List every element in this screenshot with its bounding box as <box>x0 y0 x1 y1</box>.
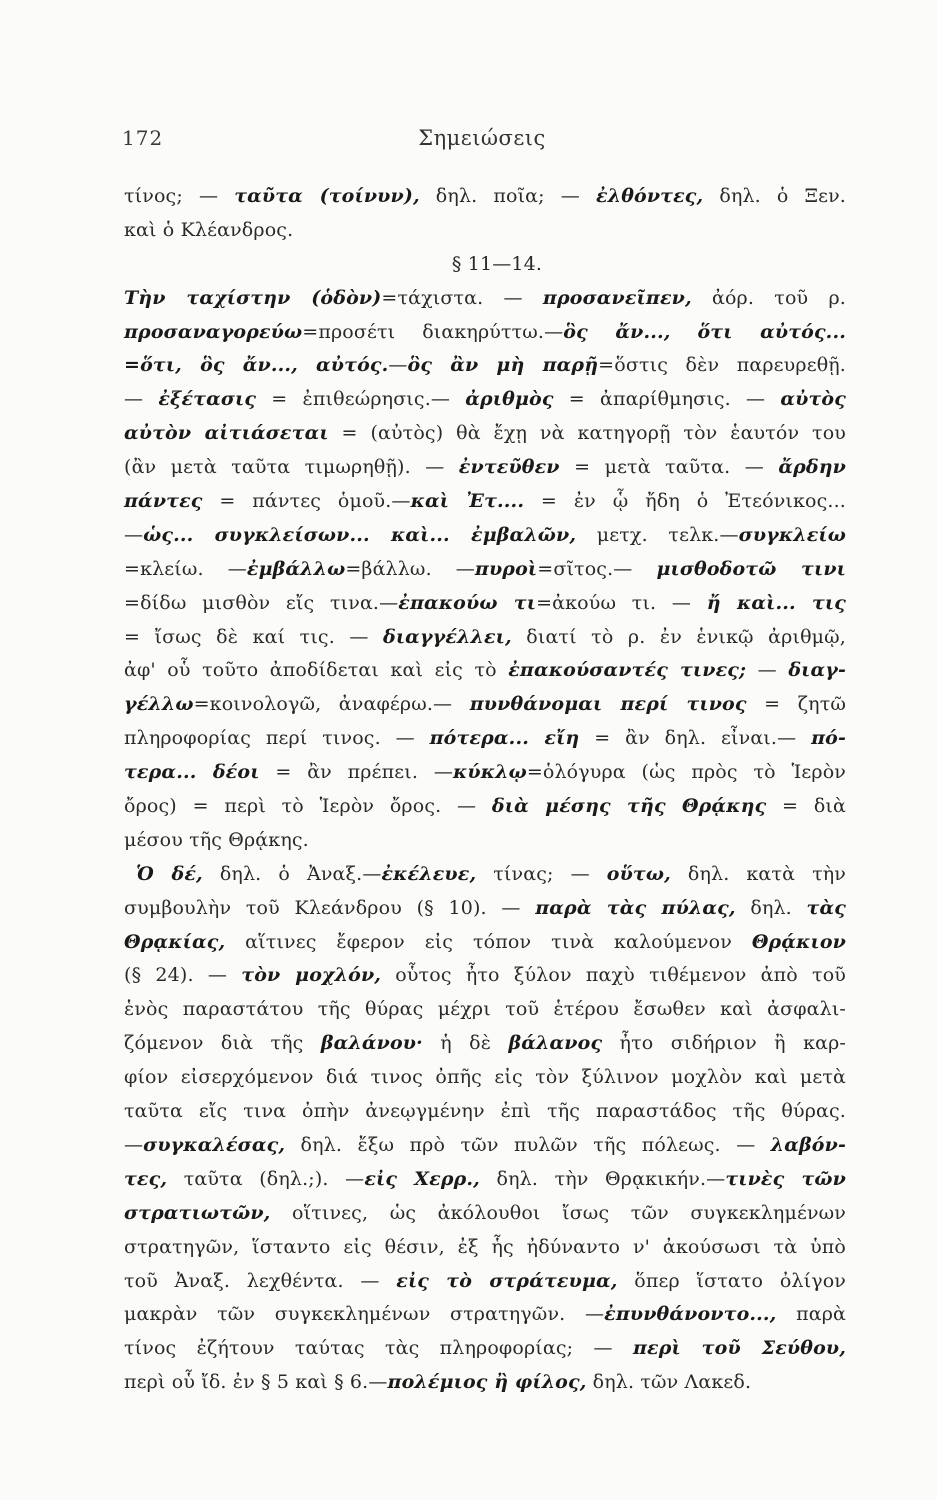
text-line <box>124 1332 846 1366</box>
gloss: μετχ. τελκ.— <box>576 523 739 546</box>
gloss: πληροφορίας περί τινος. — <box>124 727 430 750</box>
text-line <box>124 790 846 824</box>
lemma: ἄρδην <box>778 456 846 479</box>
gloss: ἀόρ. τοῦ ρ. <box>691 286 846 309</box>
gloss: δηλ. ἔξω πρὸ τῶν πυλῶν τῆς πόλεως. — <box>285 1133 771 1156</box>
text-line <box>124 892 846 926</box>
gloss: — <box>124 388 159 411</box>
text-line <box>124 1197 846 1231</box>
gloss: = διὰ <box>766 795 847 818</box>
text-line <box>124 383 846 417</box>
gloss: δηλ. ὁ Ἀναξ.— <box>202 862 382 885</box>
gloss: δηλ. τῶν Λακεδ. <box>586 1371 752 1394</box>
gloss: δηλ. τὴν Θρᾳκικήν.— <box>479 1167 726 1190</box>
gloss: = ἐν ᾧ ἤδη ὁ Ἐτεόνικος... <box>524 490 846 513</box>
running-title: Σημειώσεις <box>418 126 546 150</box>
gloss: =τάχιστα. — <box>381 286 543 309</box>
lemma: ἐξέτασις <box>158 388 257 411</box>
gloss: = (αὐτὸς) θὰ ἔχῃ νὰ κατηγορῇ τὸν ἑαυτόν του <box>328 422 846 445</box>
lemma: παρὰ τὰς πύλας, <box>535 896 736 919</box>
page-number: 172 <box>122 126 164 150</box>
lemma: ἐλθόντες, <box>596 185 704 207</box>
lemma: ἤ καὶ... τις <box>706 591 846 614</box>
lemma: συγκλείω <box>738 523 846 546</box>
lemma: οὕτω, <box>606 862 671 885</box>
text-line <box>124 1231 846 1265</box>
lemma: τες, <box>124 1167 168 1190</box>
gloss: = ἀπαρίθμησις. — <box>553 388 781 411</box>
gloss: § 11—14. <box>451 252 543 275</box>
gloss: αἵτινες ἔφερον εἰς τόπον τινὰ καλούμενον <box>225 930 752 953</box>
lemma: πολέμιος ἢ φίλος, <box>387 1371 587 1394</box>
gloss: τίνος; — <box>124 185 235 207</box>
text-line <box>124 180 846 214</box>
text-line <box>124 587 846 621</box>
lemma: μισθοδοτῶ τινι <box>656 557 846 580</box>
gloss: φίον εἰσερχόμενον διά τινος ὀπῆς εἰς τὸν ξύλινον μοχλὸν καὶ μετὰ <box>124 1066 846 1089</box>
lemma: τινὲς τῶν <box>725 1167 846 1190</box>
lemma: περὶ τοῦ Σεύθου, <box>632 1337 846 1360</box>
gloss: δηλ. ποῖα; — <box>419 185 597 207</box>
gloss: ὄρος) = περὶ τὸ Ἱερὸν ὄρος. — <box>124 795 492 818</box>
text-line <box>124 926 846 960</box>
text-line <box>124 722 846 756</box>
lemma: διαγγέλλει, <box>383 625 512 648</box>
lemma: γέλλω <box>124 693 194 716</box>
lemma: ὃς ἄν..., <box>563 320 671 343</box>
gloss: παρὰ <box>776 1303 846 1326</box>
lemma: πό- <box>811 727 847 750</box>
text-line <box>124 621 846 655</box>
lemma: πότερα... εἴη <box>429 727 580 750</box>
text-line <box>124 485 846 519</box>
gloss: οὗτος ἦτο ξύλον παχὺ τιθέμενον ἀπὸ τοῦ <box>381 964 846 987</box>
lemma: διὰ μέσης τῆς Θρᾴκης <box>491 795 767 818</box>
text-line <box>124 688 846 722</box>
lemma: ἐπακούσαντές τινες; <box>508 659 747 682</box>
gloss: =ὁλόγυρα (ὡς πρὸς τὸ Ἱερὸν <box>526 761 846 784</box>
lemma: ἐπακούω τι <box>398 591 537 614</box>
lemma: βάλανος <box>508 1032 603 1055</box>
lemma: προσανεῖπεν, <box>542 286 692 309</box>
text-line <box>124 214 846 248</box>
gloss: = ζητῶ <box>746 693 846 716</box>
text-line <box>124 1061 846 1095</box>
lemma: πυροὶ <box>474 557 538 580</box>
gloss: (ἂν μετὰ ταῦτα τιμωρηθῇ). — <box>124 456 459 479</box>
lemma: ἐπυνθάνοντο..., <box>604 1303 777 1326</box>
gloss: μακρὰν τῶν συγκεκλημένων στρατηγῶν. — <box>124 1303 605 1326</box>
text-line <box>124 756 846 790</box>
gloss: τοῦ Ἀναξ. λεχθέντα. — <box>124 1269 397 1292</box>
lemma: τὰς <box>806 896 846 919</box>
lemma: τὸν μοχλόν, <box>241 964 382 987</box>
lemma: Τὴν ταχίστην (ὁδὸν) <box>124 286 382 309</box>
lemma: αὐτὸς <box>780 388 846 411</box>
gloss: ζόμενον διὰ τῆς <box>124 1032 321 1055</box>
gloss: ταῦτα εἴς τινα ὀπὴν ἀνεῳγμένην ἐπὶ τῆς παραστάδος τῆς θύρας. <box>124 1100 846 1123</box>
gloss: συμβουλὴν τοῦ Κλεάνδρου (§ 10). — <box>124 896 536 919</box>
gloss: περὶ οὗ ἴδ. ἐν § 5 καὶ § 6.— <box>124 1371 388 1394</box>
lemma: εἰς Χερρ., <box>364 1167 480 1190</box>
gloss: διατί τὸ ρ. ἐν ἑνικῷ ἀριθμῷ, <box>511 625 846 648</box>
lemma: εἰς τὸ στράτευμα, <box>396 1269 618 1292</box>
lemma: ἀριθμὸς <box>465 388 554 411</box>
text-line <box>124 993 846 1027</box>
gloss: = πάντες ὁμοῦ.— <box>202 490 411 513</box>
gloss: δηλ. ὁ Ξεν. <box>703 185 846 207</box>
gloss: =προσέτι διακηρύττω.— <box>302 320 564 343</box>
section-heading <box>124 248 846 282</box>
gloss: — <box>388 354 408 377</box>
gloss: μέσου τῆς Θρᾴκης. <box>124 828 309 851</box>
lemma: πυνθάνομαι περί τινος <box>469 693 747 716</box>
page-header <box>122 126 842 160</box>
lemma: Θρᾴκιον <box>751 930 846 953</box>
gloss: =σῖτος.— <box>537 557 657 580</box>
notes-body <box>124 180 846 1400</box>
gloss: στρατηγῶν, ἵσταντο εἰς θέσιν, ἐξ ἧς ἠδύναντο ν' ἀκούσωσι τὰ ὑπὸ <box>124 1235 846 1258</box>
lemma: αὐτὸν αἰτιάσεται <box>124 422 329 445</box>
text-line <box>124 349 846 383</box>
gloss: = ἂν δηλ. εἶναι.— <box>579 727 812 750</box>
text-line <box>124 654 846 688</box>
lemma: τερα... δέοι <box>124 761 260 784</box>
gloss: ἀφ' οὗ τοῦτο ἀποδίδεται καὶ εἰς τὸ <box>124 659 509 682</box>
gloss: =βάλλω. — <box>345 557 475 580</box>
gloss: — <box>746 659 789 682</box>
lemma: διαγ- <box>788 659 846 682</box>
lemma: ὡς... συγκλείσων... καὶ... ἐμβαλῶν, <box>143 523 577 546</box>
text-line <box>124 1366 846 1400</box>
lemma: στρατιωτῶν, <box>124 1201 271 1224</box>
gloss: = ἴσως δὲ καί τις. — <box>124 625 383 648</box>
gloss <box>671 321 698 343</box>
text-line <box>124 451 846 485</box>
gloss: =κοινολογῶ, ἀναφέρω.— <box>193 693 470 716</box>
gloss: — <box>124 523 144 546</box>
text-line <box>124 417 846 451</box>
lemma: ἐμβάλλω <box>246 557 346 580</box>
gloss: ταῦτα (δηλ.;). — <box>167 1167 365 1190</box>
lemma: συγκαλέσας, <box>143 1133 286 1156</box>
gloss: ἦτο σιδήριον ἢ καρ- <box>602 1032 846 1055</box>
text-line <box>124 1265 846 1299</box>
lemma: ὅτι αὐτός... <box>697 320 846 343</box>
gloss: = ἐπιθεώρησις.— <box>256 388 466 411</box>
gloss: ἡ δὲ <box>422 1032 509 1055</box>
gloss: =δίδω μισθὸν εἴς τινα.— <box>124 591 399 614</box>
lemma: ὃς ἂν μὴ παρῇ <box>407 354 599 377</box>
lemma: βαλάνου· <box>320 1032 423 1055</box>
lemma: καὶ Ἐτ.... <box>410 490 525 513</box>
gloss: ἑνὸς παραστάτου τῆς θύρας μέχρι τοῦ ἑτέρου ἔσωθεν καὶ ἀσφαλι- <box>124 998 846 1021</box>
gloss: τίνος ἐζήτουν ταύτας τὰς πληροφορίας; — <box>124 1337 633 1360</box>
lemma: Θρᾳκίας, <box>124 930 226 953</box>
gloss: =ἀκούω τι. — <box>536 591 707 614</box>
gloss: τίνας; — <box>476 862 607 885</box>
lemma: =ὅτι, ὃς ἄν..., αὐτός. <box>124 354 389 377</box>
text-line <box>124 1163 846 1197</box>
text-line <box>124 1129 846 1163</box>
lemma: προσαναγορεύω <box>124 320 303 343</box>
gloss: δηλ. κατὰ τὴν <box>670 862 846 885</box>
lemma: κύκλῳ <box>452 761 527 784</box>
text-line <box>124 824 846 858</box>
lemma: Ὁ δέ, <box>136 862 203 885</box>
gloss: οἵτινες, ὡς ἀκόλουθοι ἴσως τῶν συγκεκλημένων <box>270 1201 846 1224</box>
text-line <box>124 959 846 993</box>
gloss: καὶ ὁ Κλέανδρος. <box>124 218 294 241</box>
lemma: πάντες <box>124 490 203 513</box>
gloss: — <box>124 1133 144 1156</box>
gloss: = μετὰ ταῦτα. — <box>559 456 779 479</box>
lemma: ἐντεῦθεν <box>458 456 560 479</box>
text-line <box>124 519 846 553</box>
gloss: ὅπερ ἵστατο ὀλίγον <box>617 1269 846 1292</box>
text-line <box>124 316 846 350</box>
text-line <box>124 1027 846 1061</box>
gloss: = ἂν πρέπει. — <box>259 761 453 784</box>
gloss: (§ 24). — <box>124 964 242 987</box>
text-line <box>124 1298 846 1332</box>
lemma: λαβόν- <box>770 1133 846 1156</box>
gloss: =κλείω. — <box>124 557 247 580</box>
lemma: ταῦτα (τοίνυν), <box>234 185 420 207</box>
gloss: =ὅστις δὲν παρευρεθῇ. <box>598 354 846 377</box>
text-line <box>124 553 846 587</box>
text-line <box>124 1095 846 1129</box>
text-line <box>124 858 846 892</box>
text-line <box>124 282 846 316</box>
gloss: δηλ. <box>735 896 807 919</box>
lemma: ἐκέλευε, <box>381 862 477 885</box>
